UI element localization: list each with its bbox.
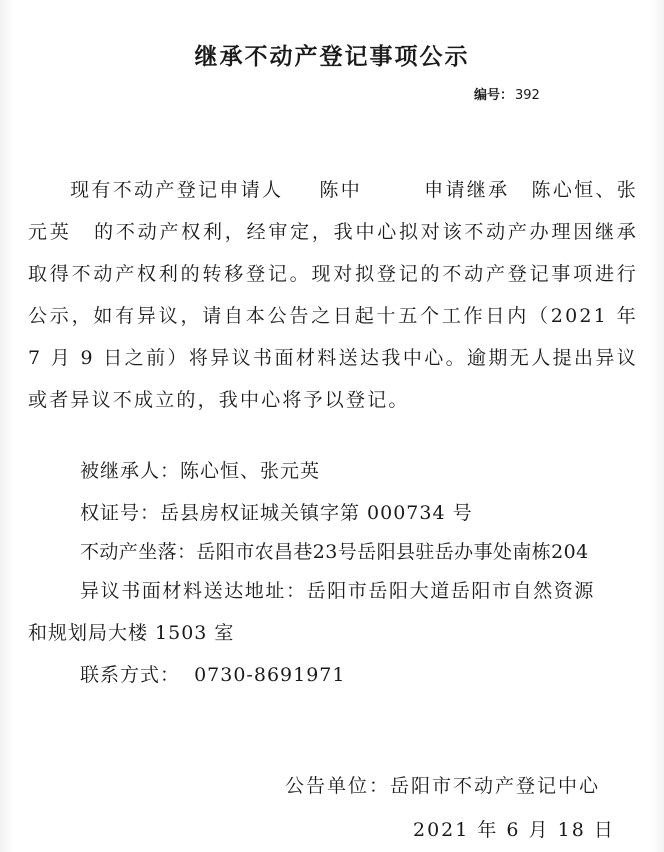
issuing-unit: 公告单位：岳阳市不动产登记中心	[285, 775, 601, 797]
serial-label: 编号：	[474, 88, 514, 103]
notice-body	[28, 169, 638, 421]
body-intro: 现有不动产登记申请人	[70, 179, 284, 201]
location-line: 不动产坐落：岳阳市农昌巷23号岳阳县驻岳办事处南栋204	[80, 541, 589, 563]
applicant-name: 陈中	[319, 179, 363, 201]
address-line-2: 和规划局大楼 1503 室	[28, 622, 235, 644]
issue-date: 2021 年 6 月 18 日	[413, 819, 615, 841]
certificate-line: 权证号：岳县房权证城关镇字第 000734 号	[80, 502, 473, 524]
notice-title: 继承不动产登记事项公示	[194, 44, 470, 70]
decedents-line: 被继承人：陈心恒、张元英	[80, 460, 321, 482]
decedent-name-1: 陈心恒、	[531, 179, 617, 201]
address-line-1: 异议书面材料送达地址：岳阳市岳阳大道岳阳市自然资源	[80, 580, 596, 602]
body-inherit: 申请继承	[424, 179, 510, 201]
serial-number	[474, 84, 540, 103]
contact-line: 联系方式： 0730-8691971	[80, 664, 346, 686]
serial-value: 392	[515, 88, 540, 103]
decedent-name-2: 张元英	[28, 179, 638, 243]
body-main: 的不动产权利，经审定，我中心拟对该不动产办理因继承取得不动产权利的转移登记。现对拟登记的不动产登记事项进行公示，如有异议，请自本公告之日起十五个工作日内（2021 年 7 月 9 日之前）将异议书面材料送达我中心。逾期无人提出异议或者异议不成立的，我中心将予以登记。	[28, 221, 638, 411]
